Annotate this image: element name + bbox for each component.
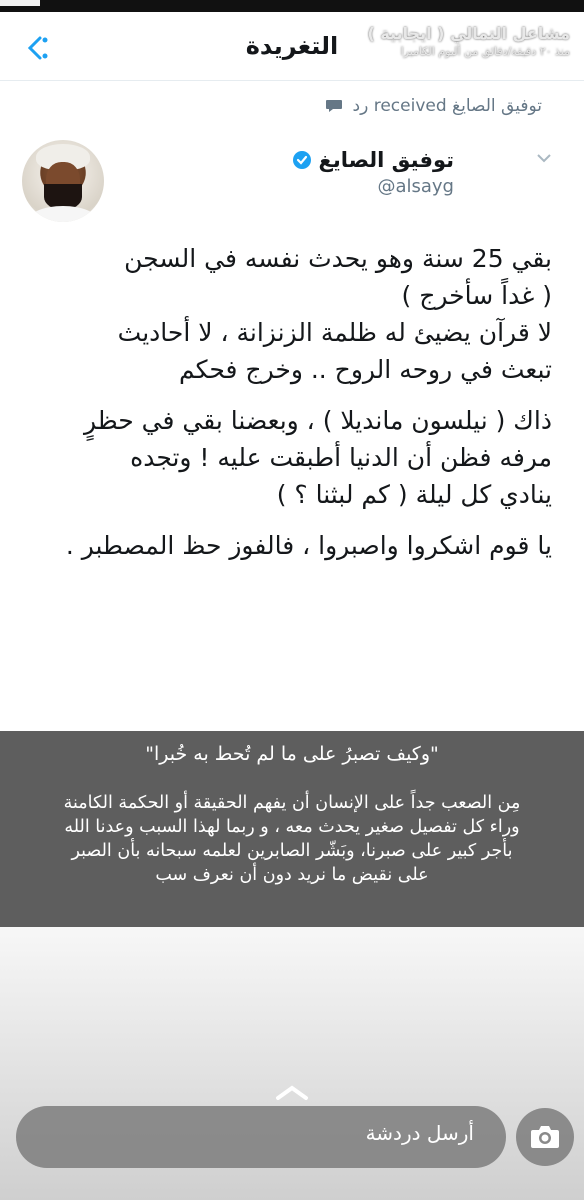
- tweet-paragraph-2: ذاك ( نيلسون مانديلا ) ، وبعضنا بقي في حظرٍ مرفه فظن أن الدنيا أطبقت عليه ! وتجده ينادي كل ليلة ( كم لبثنا ؟ ): [83, 406, 552, 509]
- camera-icon: [529, 1122, 561, 1152]
- author-handle[interactable]: @alsayg: [377, 176, 454, 197]
- chevron-down-icon[interactable]: [536, 150, 552, 166]
- app-header: [0, 12, 584, 81]
- story-timestamp: منذ ٢٠ دقيقة/دقائق من ألبوم الكاميرا: [400, 45, 570, 58]
- story-overlay: [367, 24, 570, 58]
- tweet-paragraph-3: يا قوم اشكروا واصبروا ، فالفوز حظ المصطبر .: [65, 531, 552, 560]
- chevron-up-icon[interactable]: [272, 1082, 312, 1104]
- status-bar: [0, 0, 584, 12]
- reply-context: [325, 96, 542, 116]
- tweet-paragraph-1: بقي 25 سنة وهو يحدث نفسه في السجن ( غداً سأخرج ) لا قرآن يضيئ له ظلمة الزنزانة ، لا أحاديث تبعث في روحه الروح .. وخرج فحكم: [117, 244, 552, 384]
- caption-body: مِن الصعب جداً على الإنسان أن يفهم الحقيقة أو الحكمة الكامنة وراء كل تفصيل صغير يحدث معه ، و ربما لهذا السبب وعدنا الله بأجر كبير على صبرنا، وبَشّر الصابرين لعلمه سبحانه بأن الصبر على نقيض ما نريد دون أن نعرف سب: [63, 793, 521, 885]
- avatar[interactable]: [22, 140, 104, 222]
- reply-context-text: توفيق الصايغ received رد: [352, 96, 542, 116]
- tweet-body: [30, 240, 552, 578]
- status-indicator: [0, 0, 40, 6]
- reply-bubble-icon: [325, 99, 343, 113]
- story-author: مشاعل التمالي ( ايجابية ): [367, 24, 570, 43]
- chat-placeholder: أرسل دردشة: [365, 1121, 474, 1145]
- page-title: التغريدة: [245, 32, 339, 60]
- camera-button[interactable]: [516, 1108, 574, 1166]
- author-block[interactable]: [292, 148, 454, 197]
- caption-title: "وكيف تصبرُ على ما لم تُحط به خُبرا": [145, 743, 439, 765]
- verified-badge-icon: [292, 150, 312, 170]
- story-caption: [0, 731, 584, 927]
- author-name[interactable]: توفيق الصايغ: [318, 148, 454, 172]
